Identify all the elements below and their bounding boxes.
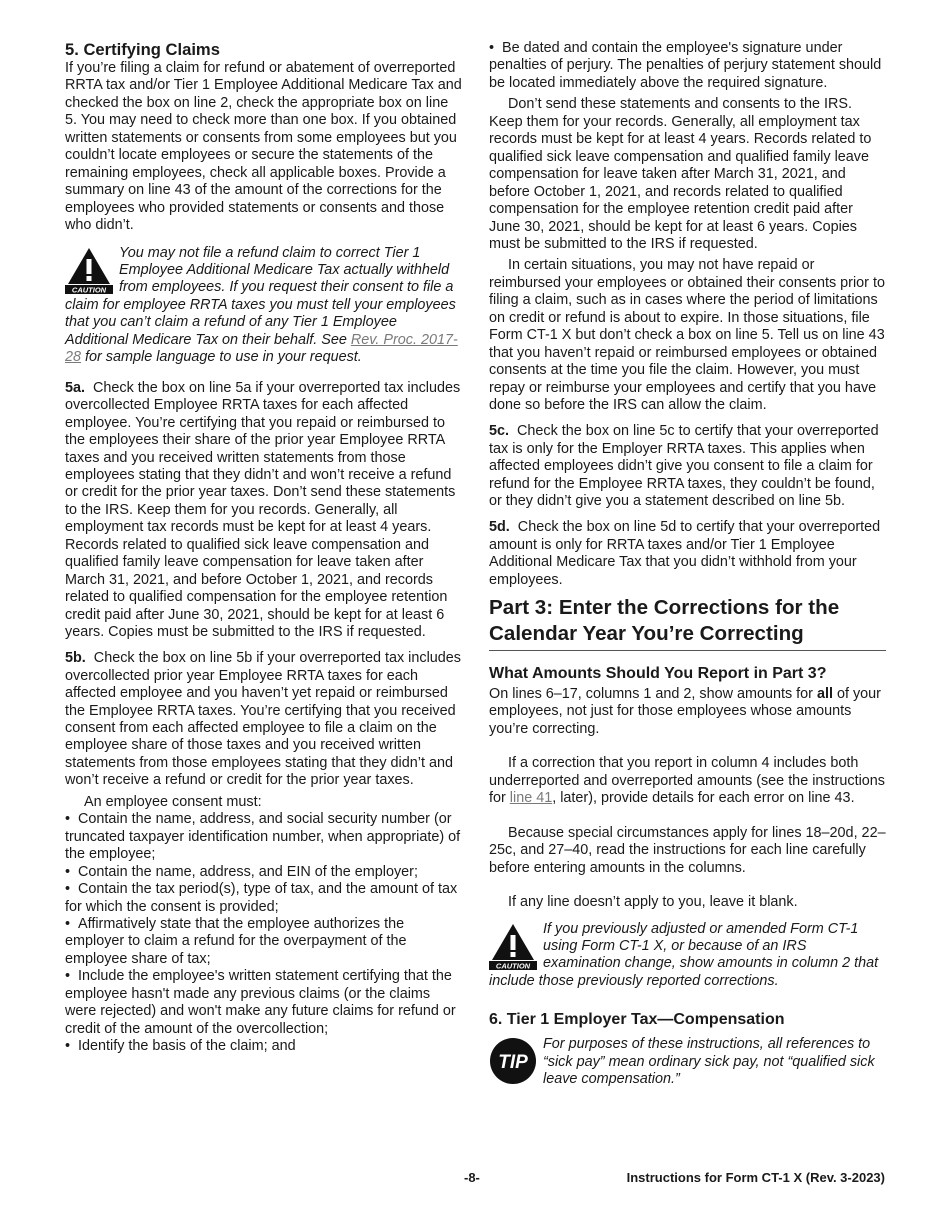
line-41-link[interactable]: line 41	[509, 790, 553, 807]
rev-proc-link[interactable]: Rev. Proc. 2017-28	[65, 331, 458, 366]
caution-note: CAUTION You may not file a refund claim to correct Tier 1 Employee Additional Medicare Tax actually withheld from employees. If you request their consent to file a claim for employee RRTA taxes you must tell your employees that you can’t claim a refund of any Tier 1 Employee Additional Medicare Tax on their behalf. See Rev. Proc. 2017-28 for sample language to use in your request.	[65, 244, 458, 366]
section-5-heading: 5. Certifying Claims	[65, 40, 220, 59]
caution-icon	[489, 922, 537, 970]
section-6-heading: 6. Tier 1 Employer Tax—Compensation	[489, 1011, 785, 1029]
caution-label: CAUTION	[495, 961, 531, 970]
caution-icon	[65, 246, 113, 294]
tip-label: TIP	[498, 1052, 528, 1074]
tip-icon	[489, 1037, 537, 1085]
if-correction-paragraph: If a correction that you report in column 4 includes both underreported and overreported amounts (see the instructions for line 41, later), provide details for each error on line 43.	[489, 755, 885, 807]
left-column	[65, 40, 462, 1056]
part-3-heading: Part 3: Enter the Corrections for the Calendar Year You’re Correcting	[489, 595, 886, 651]
paragraph-5b: 5b. Check the box on line 5b if your overreported tax includes overcollected prior year Employee RRTA taxes for each affected employee and you haven’t yet repaid or reimbursed the Employee RRTA taxes. You’re certifying that you received consent from each affected employee to file a claim on the employee share of those taxes and you received written statements from those employees stating that they didn’t and won’t receive a refund or credit for the prior year taxes.	[65, 650, 461, 789]
consent-bullet: • Contain the tax period(s), type of tax, and the amount of tax for which the consent is provided;	[65, 881, 462, 916]
consent-bullet: • Include the employee's written statement certifying that the employee hasn't made any previous claims (or the claims were rejected) and won't make any future claims for refund or credit of the amount of the overcollection;	[65, 968, 462, 1038]
lines-paragraph: On lines 6–17, columns 1 and 2, show amounts for all of your employees, not just for those employees whose amounts you’re correcting.	[489, 685, 881, 737]
paragraph-5a: 5a. Check the box on line 5a if your overreported tax includes overcollected Employee RRTA taxes for each affected employee. You’re certifying that you repaid or reimbursed to the employees their share of the prior year Employee RRTA taxes and you received written statements from those employees stating that they didn’t and won’t receive a refund or credit for the prior year taxes. Don’t send these statements to the IRS. Keep them for you records. Generally, all employment tax records must be kept for at least 4 years. Records related to qualified sick leave compensation and qualified family leave compensation for leave taken after March 31, 2021, and before October 1, 2021, and records related to qualified compensation for the employee retention credit paid after June 30, 2021, should be kept for at least 6 years. Copies must be submitted to the IRS if requested.	[65, 379, 461, 641]
because-paragraph: Because special circumstances apply for lines 18–20d, 22–25c, and 27–40, read the instructions for each line carefully before entering amounts in the columns.	[489, 824, 886, 876]
caution-note-2: CAUTION If you previously adjusted or amended Form CT-1 using Form CT-1 X, or because of an IRS examination change, show amounts in column 2 that include those previously reported corrections.	[489, 920, 879, 989]
what-amounts-heading: What Amounts Should You Report in Part 3?	[489, 664, 827, 682]
consent-intro: An employee consent must:	[84, 793, 262, 810]
if-any-line-paragraph: If any line doesn’t apply to you, leave it blank.	[508, 894, 798, 911]
consent-bullet: • Identify the basis of the claim; and	[65, 1038, 462, 1055]
caution-label: CAUTION	[71, 285, 107, 294]
tip-note: TIP For purposes of these instructions, all references to “sick pay” mean ordinary sick pay, not “qualified sick leave compensation.”	[489, 1036, 886, 1088]
paragraph-5d: 5d. Check the box on line 5d to certify that your overreported amount is only for RRTA taxes and/or Tier 1 Employee Additional Medicare Tax that you didn’t withhold from your employees.	[489, 519, 881, 588]
paragraph-5c: 5c. Check the box on line 5c to certify that your overreported tax is only for the Employer RRTA taxes. This applies when affected employees didn’t give you consent to file a claim for refund for the Employee RRTA taxes, they couldn’t be found, or they didn’t give you a statement described on line 5b.	[489, 423, 879, 510]
consent-bullet: • Affirmatively state that the employee authorizes the employer to claim a refund for the overpayment of the employee share of tax;	[65, 916, 462, 968]
form-title: Instructions for Form CT-1 X (Rev. 3-2023)	[626, 1170, 885, 1185]
consent-bullet: • Contain the name, address, and EIN of the employer;	[65, 864, 462, 881]
page-number: -8-	[464, 1170, 480, 1185]
section-5-body: If you’re filing a claim for refund or abatement of overreported RRTA tax and/or Tier 1 Employee Additional Medicare Tax and checked the box on line 2, check the appropriate box on line 5. You may need to check more than one box. If you obtained written statements or consents from some employees but you couldn’t locate employees or secure the statements of the remaining employees, check all applicable boxes. Provide a summary on line 43 of the amount of the corrections for the employees who provided statements or consents and those who didn’t.	[65, 60, 462, 234]
right-column	[489, 40, 886, 1089]
consent-bullet-last: • Be dated and contain the employee's signature under penalties of perjury. The penalties of perjury statement should be located immediately above the required signature.	[489, 40, 886, 92]
certain-situations-paragraph: In certain situations, you may not have repaid or reimbursed your employees or obtained their consents prior to filing a claim, such as in cases where the period of limitations on credit or refund is about to expire. In those situations, file Form CT-1 X but don’t check a box on line 5. Tell us on line 43 that you haven’t repaid or reimbursed employees or obtained consents at the time you file the claim. However, you must repay or reimburse your employees and certify that you have done so before the IRS can allow the claim.	[489, 257, 885, 414]
dont-send-paragraph: Don’t send these statements and consents to the IRS. Keep them for your records. Generally, all employment tax records must be kept for at least 4 years. Records related to qualified sick leave compensation and qualified family leave compensation for leave taken after March 31, 2021, and before October 1, 2021, and records related to qualified compensation for the employee retention credit paid after June 30, 2021, should be kept for at least 6 years. Copies must be submitted to the IRS if requested.	[489, 96, 872, 252]
consent-bullet: • Contain the name, address, and social security number (or truncated taxpayer identification number, when appropriate) of the employee;	[65, 811, 462, 863]
